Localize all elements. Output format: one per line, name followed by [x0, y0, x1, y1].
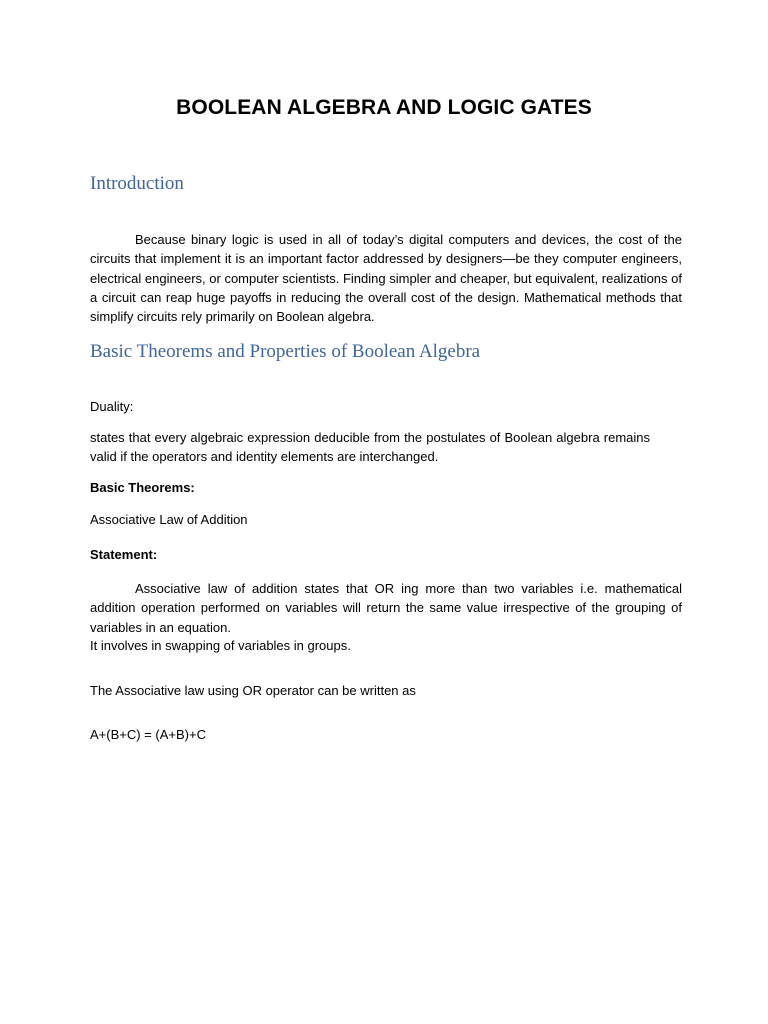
- basic-theorems-label: Basic Theorems:: [90, 480, 195, 495]
- introduction-paragraph: [90, 230, 682, 326]
- statement-label: Statement:: [90, 547, 158, 562]
- statement-paragraph: [90, 579, 682, 637]
- statement-text: Associative law of addition states that OR ing more than two variables i.e. mathematical addition operation performed on variables will return the same value irrespective of the grouping of variables in an equation.: [90, 581, 682, 635]
- duality-label: Duality:: [90, 399, 134, 414]
- introduction-text: Because binary logic is used in all of today’s digital computers and devices, the cost of the circuits that implement it is an important factor addressed by designers—be they computer engineers, electrical engineers, or computer scientists. Finding simpler and cheaper, but equivalent, realizations of a circuit can reap huge payoffs in reducing the overall cost of the design. Mathematical methods that simplify circuits rely primarily on Boolean algebra.: [90, 232, 682, 325]
- associative-law-title: Associative Law of Addition: [90, 512, 248, 527]
- swapping-text: It involves in swapping of variables in groups.: [90, 638, 351, 653]
- page-title: BOOLEAN ALGEBRA AND LOGIC GATES: [176, 96, 592, 119]
- section-heading-basic-theorems: Basic Theorems and Properties of Boolean Algebra: [90, 341, 481, 362]
- duality-paragraph: states that every algebraic expression deducible from the postulates of Boolean algebra remains valid if the operators and identity elements are interchanged.: [90, 430, 650, 465]
- or-operator-text: The Associative law using OR operator can be written as: [90, 683, 416, 698]
- associative-equation: A+(B+C) = (A+B)+C: [90, 727, 206, 742]
- section-heading-introduction: Introduction: [90, 173, 184, 194]
